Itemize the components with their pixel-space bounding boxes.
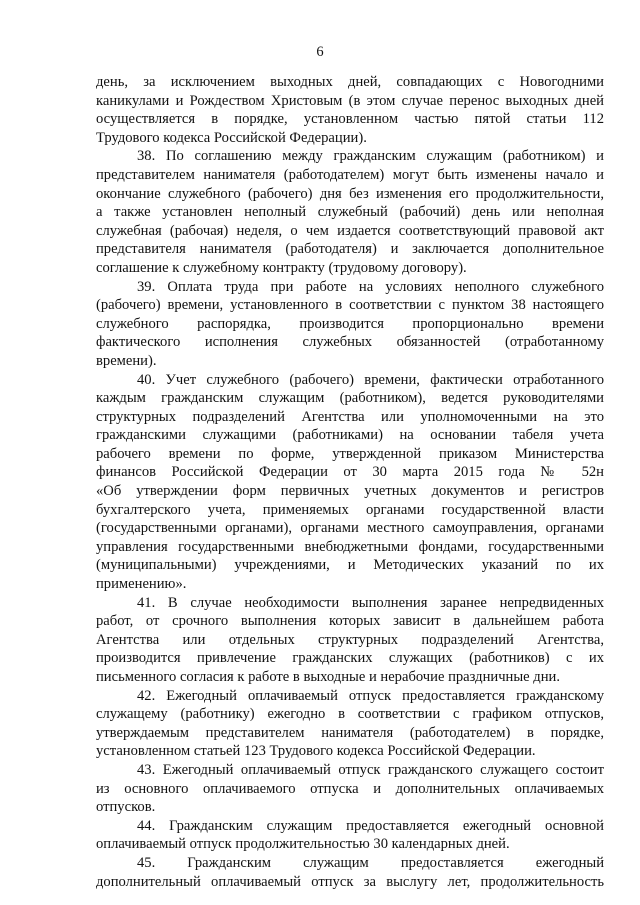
text-line: окончание служебного (рабочего) дня без изменения его продолжительности, [96,185,604,202]
text-line: дополнительный оплачиваемый отпуск за выслугу лет, продолжительность [96,873,604,890]
text-line: управления государственными внебюджетными фондами, государственными [96,538,604,555]
text-line: фактического исполнения служебных обязанностей (отработанному [96,334,604,351]
text-line: (рабочего) времени, установленного в соответствии с пунктом 38 настоящего [96,297,604,314]
text-line: гражданскими служащими (работниками) на основании табеля учета [96,427,604,444]
text-line: финансов Российской Федерации от 30 марта 2015 года № 52н [96,464,604,481]
text-line: из основного оплачиваемого отпуска и дополнительных оплачиваемых [96,780,604,797]
text-line: 45. Гражданским служащим предоставляется ежегодный [137,854,604,871]
text-line: день, за исключением выходных дней, совпадающих с Новогодними [96,74,604,90]
text-line: 43. Ежегодный оплачиваемый отпуск гражданского служащего состоит [137,761,604,778]
text-line: оплачиваемый отпуск продолжительностью 30 календарных дней. [96,836,510,853]
text-line: отпусков. [96,799,156,816]
text-line: осуществляется в порядке, установленном частью пятой статьи 112 [96,111,604,128]
text-line: времени). [96,352,157,369]
text-line: установленном статьей 123 Трудового кодекса Российской Федерации. [96,743,536,760]
text-line: каникулами и Рождеством Христовым (в этом случае перенос выходных дней [96,92,604,109]
text-line: 40. Учет служебного (рабочего) времени, фактически отработанного [137,371,604,388]
text-line: применению». [96,576,187,593]
text-line: 44. Гражданским служащим предоставляется ежегодный основной [137,817,604,834]
text-line: производится привлечение гражданских служащих (работников) с их [96,650,604,667]
text-line: утверждаемым представителем нанимателя (работодателем) в порядке, [96,724,604,741]
text-line: служащему (работнику) ежегодно в соответствии с графиком отпусков, [96,706,604,723]
text-line: «Об утверждении форм первичных учетных документов и регистров [96,483,604,500]
text-line: 39. Оплата труда при работе на условиях неполного служебного [137,278,604,295]
text-line: письменного согласия к работе в выходные и нерабочие праздничные дни. [96,669,560,685]
text-line: служебного распорядка, производится пропорционально времени [96,315,604,332]
text-line: представителя нанимателя (работодателя) и заключается дополнительное [96,241,604,258]
text-line: (государственными органами), органами местного самоуправления, органами [96,520,604,537]
text-line: бухгалтерского учета, применяемых органами государственной власти [96,501,604,518]
page-number: 6 [316,44,324,60]
text-line: 42. Ежегодный оплачиваемый отпуск предоставляется гражданскому [137,687,604,704]
text-line: 38. По соглашению между гражданским служащим (работником) и [137,148,604,165]
text-line: рабочего времени по форме, утвержденной приказом Министерства [96,445,604,462]
text-line: 41. В случае необходимости выполнения заранее непредвиденных [137,594,604,611]
text-line: представителем нанимателя (работодателем) могут быть изменены начало и [96,166,604,183]
text-line: работ, от срочного выполнения которых зависит в дальнейшем работа [96,613,604,630]
text-line: соглашение к служебному контракту (трудовому договору). [96,259,467,276]
text-line: каждым гражданским служащим (работником), ведется руководителями [96,390,604,407]
text-line: служебная (рабочая) неделя, о чем издается соответствующий правовой акт [96,222,604,239]
text-line: Трудового кодекса Российской Федерации). [96,129,367,146]
text-line: а также установлен неполный служебный (рабочий) день или неполная [96,204,604,221]
text-line: (муниципальными) учреждениями, и Методических указаний по их [96,557,604,574]
text-line: структурных подразделений Агентства или уполномоченными на это [96,408,604,425]
text-line: Агентства или отдельных структурных подразделений Агентства, [96,631,604,648]
document-body [96,73,604,891]
